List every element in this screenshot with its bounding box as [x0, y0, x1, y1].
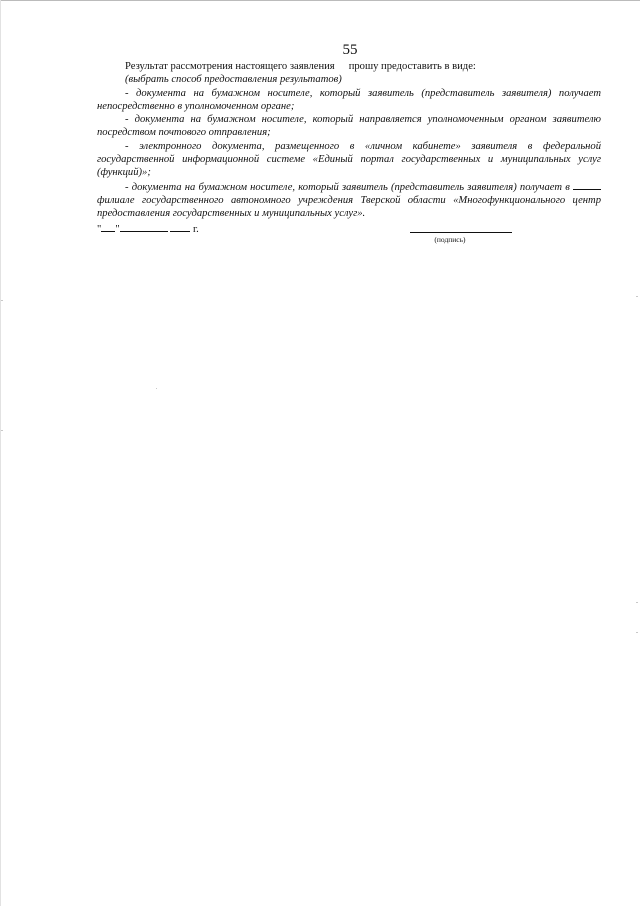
scan-speck	[156, 388, 157, 389]
mfc-branch-blank	[573, 180, 601, 190]
option-paper-in-office: - документа на бумажном носителе, который заявитель (представитель заявителя) получает непосредственно в уполномоченном органе;	[97, 87, 601, 112]
scan-speck	[1, 430, 3, 431]
date-month-blank	[120, 222, 168, 232]
date-open-quote: "	[97, 224, 102, 235]
date-year-blank	[170, 222, 190, 232]
signature-label: (подпись)	[434, 235, 466, 244]
instruction-line: (выбрать способ предоставления результатов)	[125, 74, 342, 86]
date-day-blank	[101, 222, 115, 232]
signature-line	[410, 232, 512, 233]
intro-text-right: прошу предоставить в виде:	[348, 61, 476, 72]
intro-text-left: Результат рассмотрения настоящего заявления	[125, 61, 335, 72]
page-number: 55	[342, 42, 358, 58]
page-edge-left	[0, 0, 1, 906]
option-electronic-portal: - электронного документа, размещенного в «личном кабинете» заявителя в федеральной государственной информационной системе «Единый портал государственных и муниципальных услуг (функций)»;	[97, 140, 601, 179]
scan-speck	[636, 602, 638, 603]
date-close-quote: "	[115, 224, 120, 235]
intro-line	[97, 60, 601, 73]
scan-speck	[636, 632, 638, 633]
scan-speck	[636, 296, 638, 297]
option-mfc-text-before: - документа на бумажном носителе, который заявитель (представитель заявителя) получает в	[125, 181, 570, 193]
page-edge-top	[0, 0, 640, 1]
application-body	[97, 60, 601, 221]
date-line	[97, 222, 199, 235]
scan-speck	[1, 300, 3, 301]
date-year-suffix: г.	[192, 224, 199, 235]
option-mfc-text-after: филиале государственного автономного учреждения Тверской области «Многофункционального центр предоставления государственных и муниципальных услуг».	[97, 194, 601, 220]
option-paper-by-post: - документа на бумажном носителе, который направляется уполномоченным органом заявителю посредством почтового отправления;	[97, 114, 601, 139]
option-paper-in-mfc	[97, 180, 601, 221]
